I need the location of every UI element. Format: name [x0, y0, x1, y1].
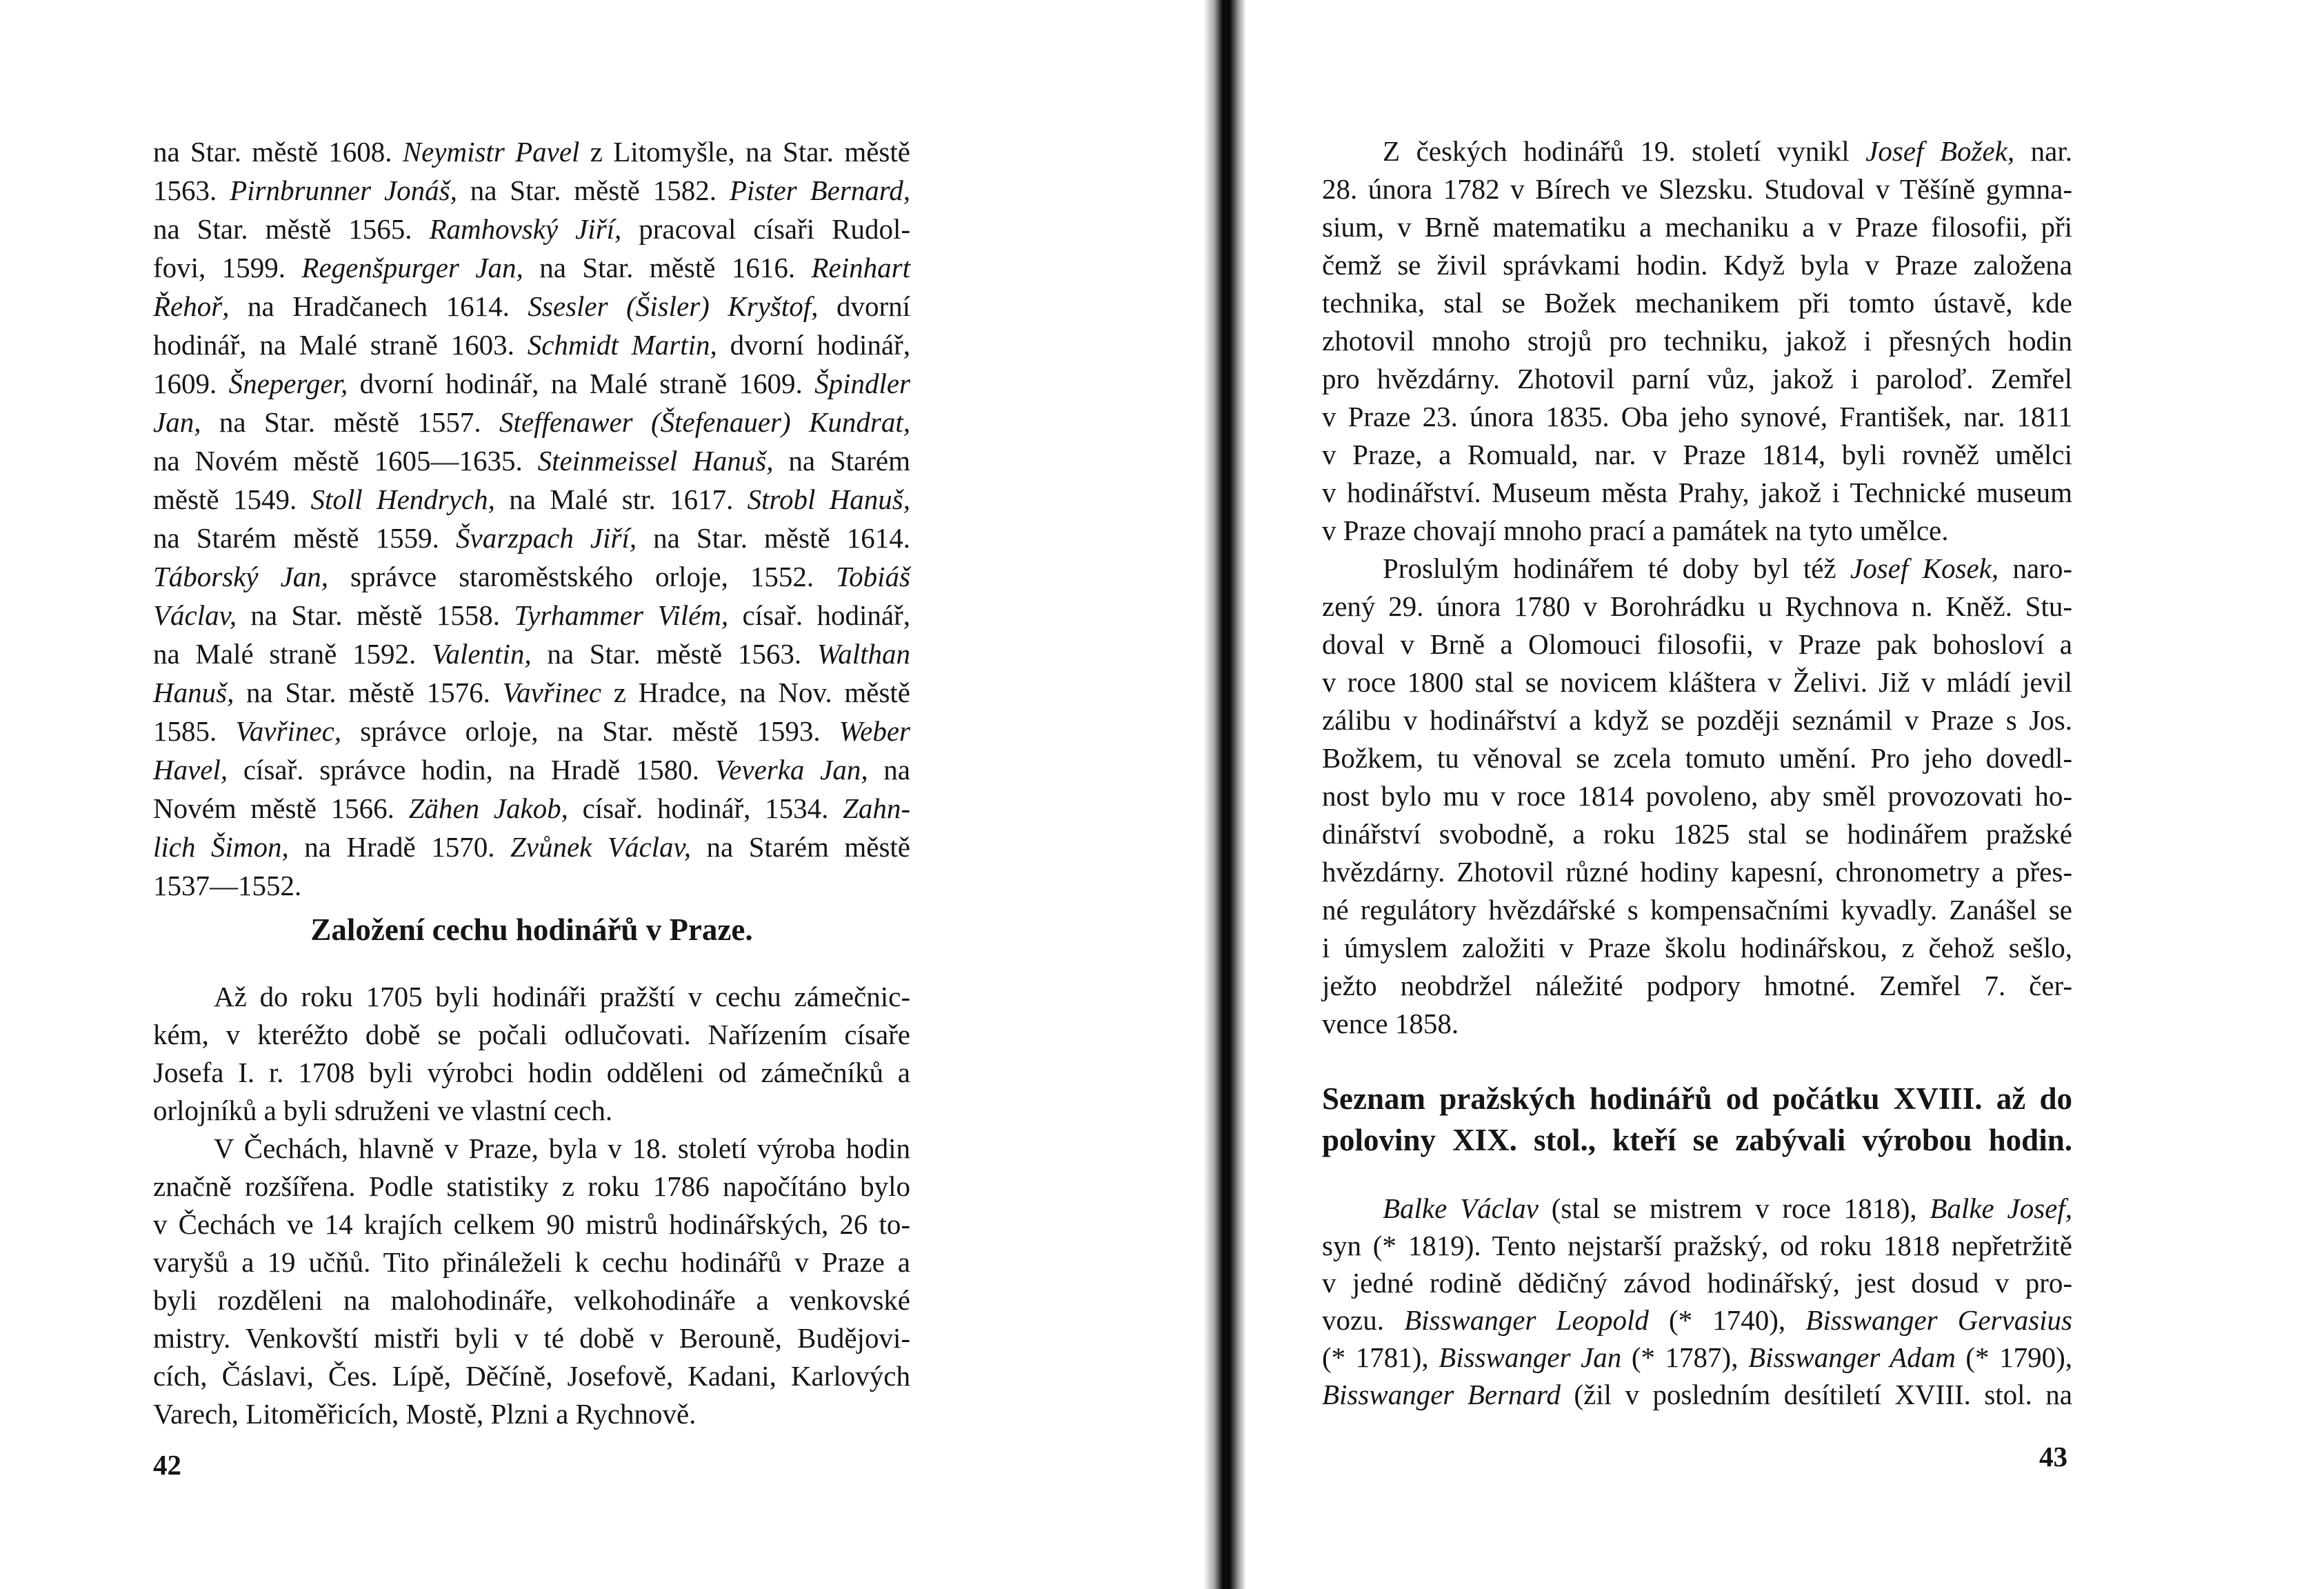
text-run: z Hradce, na Nov. městě: [601, 677, 910, 708]
name-italic: Bisswanger Jan: [1439, 1341, 1622, 1373]
text-run: v jedné rodině dědičný závod hodinářský, jest dosud v pro-: [1322, 1267, 2072, 1299]
right-top-line: [1322, 474, 2072, 512]
text-run: dinářství svobodně, a roku 1825 stal se hodinářem pražské: [1322, 818, 2072, 850]
left-top-line: [153, 248, 910, 287]
page-number-left: 42: [153, 1449, 181, 1481]
right-top-line: [1322, 512, 2072, 550]
left-section-heading: Založení cechu hodinářů v Praze.: [310, 912, 753, 947]
text-run: na Star. městě 1614.: [637, 522, 910, 554]
right-top-line: [1322, 739, 2072, 777]
left-top-line: [153, 287, 910, 326]
right-top-line: [1322, 777, 2072, 815]
right-bottom-line: [1383, 1190, 2072, 1227]
text-run: (žil v posledním desítiletí XVIII. stol. na: [1560, 1379, 2072, 1410]
text-run: z Litomyšle, na Star. městě: [579, 136, 910, 168]
left-bottom-line: [153, 1206, 910, 1243]
right-top-line: [1322, 360, 2072, 398]
left-bottom-line: [153, 1319, 910, 1357]
left-bottom-line: [153, 1281, 910, 1319]
right-top-line: [1322, 170, 2072, 208]
name-italic: Bisswanger Adam: [1748, 1341, 1956, 1373]
text-run: vence 1858.: [1322, 1008, 1459, 1039]
right-top-line: [1322, 891, 2072, 929]
name-italic: Hanuš,: [153, 677, 234, 708]
text-run: Proslulým hodinářem té doby byl též: [1383, 552, 1851, 584]
left-top-line: [153, 750, 910, 789]
left-top-line: [153, 171, 910, 210]
text-run: zený 29. února 1780 v Borohrádku u Rychnova n. Kněž. Stu-: [1322, 590, 2072, 622]
text-run: cích, Čáslavi, Čes. Lípě, Děčíně, Josefově, Kadani, Karlových: [153, 1360, 910, 1392]
left-bottom-line: [214, 978, 910, 1016]
name-italic: Táborský Jan,: [153, 561, 329, 592]
right-top-line: [1322, 815, 2072, 853]
name-italic: Bisswanger Bernard: [1322, 1379, 1561, 1410]
left-bottom-line: [153, 1357, 910, 1395]
name-italic: Jan,: [153, 406, 201, 438]
name-italic: Ssesler (Šisler) Kryštof,: [528, 290, 819, 322]
page-number-right: 43: [2039, 1441, 2067, 1472]
text-run: mistry. Venkovští mistři byli v té době v Berouně, Budějovi-: [153, 1322, 910, 1354]
text-run: naro-: [1999, 552, 2072, 584]
right-top-line: [1322, 246, 2072, 284]
text-run: 28. února 1782 v Bírech ve Slezsku. Studoval v Těšíně gymna-: [1322, 173, 2072, 205]
name-italic: Vavřinec: [502, 677, 602, 708]
name-italic: Pirnbrunner Jonáš,: [230, 174, 457, 206]
name-italic: Havel,: [153, 754, 228, 786]
text-run: (* 1790),: [1955, 1341, 2073, 1373]
right-top-line: [1322, 398, 2072, 436]
name-italic: lich Šimon,: [153, 831, 289, 863]
text-run: V Čechách, hlavně v Praze, byla v 18. století výroba hodin: [214, 1132, 910, 1164]
text-run: v Čechách ve 14 krajích celkem 90 mistrů hodinářských, 26 to-: [153, 1208, 910, 1240]
text-run: orlojníků a byli sdruženi ve vlastní cech.: [153, 1095, 613, 1126]
text-run: v roce 1800 stal se novicem kláštera v Želivi. Již v mládí jevil: [1322, 666, 2072, 698]
right-top-line: [1322, 626, 2072, 663]
left-top-line: [153, 789, 910, 828]
right-bottom-line: [1322, 1339, 2072, 1376]
text-run: dvorní hodinář,: [717, 329, 910, 361]
name-italic: Řehoř,: [153, 290, 230, 322]
text-run: doval v Brně a Olomouci filosofii, v Praze pak bohosloví a: [1322, 628, 2072, 660]
name-italic: Regenšpurger Jan,: [301, 252, 523, 283]
name-italic: Vavřinec,: [235, 715, 342, 747]
text-run: Varech, Litoměřicích, Mostě, Plzni a Rychnově.: [153, 1398, 697, 1430]
left-top-line: [153, 596, 910, 634]
name-italic: Steffenawer (Štefenauer) Kundrat,: [499, 406, 910, 438]
text-run: na Star. městě 1616.: [523, 252, 812, 283]
name-italic: Tobiáš: [836, 561, 910, 592]
text-run: na Star. městě 1565.: [153, 213, 430, 245]
right-top-line: [1322, 853, 2072, 891]
right-top-line: [1322, 663, 2072, 701]
text-run: (* 1781),: [1322, 1341, 1439, 1373]
name-italic: Balke Václav: [1383, 1192, 1539, 1224]
left-top-line: [153, 828, 910, 866]
left-top-line: [153, 480, 910, 519]
left-top-line: [153, 866, 910, 905]
left-bottom-line: [153, 1243, 910, 1281]
text-run: v hodinářství. Museum města Prahy, jakož i Technické museum: [1322, 477, 2072, 508]
text-run: 1585.: [153, 715, 236, 747]
text-run: správce orloje, na Star. městě 1593.: [341, 715, 839, 747]
text-run: na Star. městě 1557.: [201, 406, 500, 438]
left-top-line: [153, 326, 910, 364]
text-run: značně rozšířena. Podle statistiky z roku 1786 napočítáno bylo: [153, 1170, 910, 1202]
name-italic: Stoll Hendrych,: [310, 483, 495, 515]
text-run: ježto neobdržel náležité podpory hmotné. Zemřel 7. čer-: [1322, 970, 2072, 1001]
left-top-line: [153, 403, 910, 441]
text-run: Až do roku 1705 byli hodináři pražští v cechu zámečnic-: [214, 981, 910, 1012]
left-top-line: [153, 132, 910, 171]
text-run: Novém městě 1566.: [153, 792, 409, 824]
right-top-line: [1322, 1005, 2072, 1043]
text-run: pro hvězdárny. Zhotovil parní vůz, jakož i paroloď. Zemřel: [1322, 363, 2072, 394]
text-run: na Star. městě 1563.: [531, 638, 817, 670]
text-run: na Malé straně 1592.: [153, 638, 432, 670]
left-top-line: [153, 673, 910, 712]
name-italic: Weber: [839, 715, 910, 747]
text-run: čemž se živil správkami hodin. Když byla v Praze založena: [1322, 249, 2072, 281]
text-run: 1537—1552.: [153, 870, 302, 901]
text-run: dvorní: [818, 290, 910, 322]
name-italic: Schmidt Martin,: [527, 329, 717, 361]
name-italic: Strobl Hanuš,: [747, 483, 910, 515]
right-top-line: [1322, 588, 2072, 626]
text-run: na Starém: [773, 445, 910, 477]
right-top-line: [1322, 436, 2072, 474]
text-run: na Hradě 1570.: [288, 831, 510, 863]
name-italic: Špindler: [814, 368, 910, 399]
text-run: na Malé str. 1617.: [494, 483, 748, 515]
text-run: technika, stal se Božek mechanikem při tomto ústavě, kde: [1322, 287, 2072, 319]
name-italic: Zähen Jakob,: [408, 792, 568, 824]
left-top-line: [153, 364, 910, 403]
text-run: i úmyslem založiti v Praze školu hodinářskou, z čehož sešlo,: [1322, 932, 2072, 963]
name-italic: Reinhart: [811, 252, 910, 283]
text-run: 1563.: [153, 174, 230, 206]
left-bottom-line: [153, 1054, 910, 1092]
text-run: fovi, 1599.: [153, 252, 302, 283]
text-run: císař. správce hodin, na Hradě 1580.: [228, 754, 715, 786]
left-top-line: [153, 519, 910, 557]
right-top-line: [1322, 701, 2072, 739]
name-italic: Švarzpach Jiří,: [456, 522, 637, 554]
text-run: na: [868, 754, 910, 786]
right-heading-line: poloviny XIX. stol., kteří se zabývali výrobou hodin.: [1322, 1123, 2072, 1157]
text-run: zálibu v hodinářství a když se později seznámil v Praze s Jos.: [1322, 704, 2072, 736]
text-run: na Star. městě 1582.: [457, 174, 730, 206]
left-top-line: [153, 441, 910, 480]
text-run: dvorní hodinář, na Malé straně 1609.: [348, 368, 815, 399]
text-run: pracoval císaři Rudol-: [621, 213, 910, 245]
text-run: (* 1740),: [1648, 1304, 1806, 1336]
text-run: v Praze, a Romuald, nar. v Praze 1814, byli rovněž umělci: [1322, 439, 2072, 470]
left-top-line: [153, 634, 910, 673]
right-top-line: [1322, 208, 2072, 246]
text-run: zhotovil mnoho strojů pro techniku, jakož i přesných hodin: [1322, 325, 2072, 357]
text-run: na Star. městě 1576.: [234, 677, 503, 708]
left-bottom-line: [153, 1168, 910, 1206]
text-run: císař. hodinář,: [728, 599, 910, 631]
text-run: nar.: [2014, 135, 2073, 167]
text-run: Z českých hodinářů 19. století vynikl: [1383, 135, 1866, 167]
right-heading-line: Seznam pražských hodinářů od počátku XVIII. až do: [1322, 1081, 2072, 1116]
text-run: městě 1549.: [153, 483, 311, 515]
left-bottom-line: [153, 1016, 910, 1054]
text-run: 1609.: [153, 368, 229, 399]
name-italic: Josef Kosek,: [1850, 552, 1999, 584]
name-italic: Ramhovský Jiří,: [429, 213, 622, 245]
text-run: (stal se mistrem v roce 1818),: [1538, 1192, 1930, 1224]
text-run: kém, v kteréžto době se počali odlučovati. Nařízením císaře: [153, 1019, 910, 1050]
name-italic: Valentin,: [431, 638, 532, 670]
right-top-line: [1322, 967, 2072, 1005]
right-page: [1246, 0, 2324, 1589]
text-run: sium, v Brně matematiku a mechaniku a v Praze filosofii, při: [1322, 211, 2072, 243]
text-run: (* 1787),: [1621, 1341, 1749, 1373]
name-italic: Zahn-: [843, 792, 910, 824]
text-run: byli rozděleni na malohodináře, velkohodináře a venkovské: [153, 1284, 910, 1316]
right-top-line: [1322, 284, 2072, 322]
name-italic: Bisswanger Gervasius: [1805, 1304, 2072, 1336]
text-run: Božkem, tu věnoval se zcela tomuto umění. Pro jeho dovedl-: [1322, 742, 2072, 774]
text-run: císař. hodinář, 1534.: [568, 792, 843, 824]
text-run: hvězdárny. Zhotovil různé hodiny kapesní, chronometry a přes-: [1322, 856, 2072, 888]
name-italic: Neymistr Pavel: [402, 136, 580, 168]
right-bottom-line: [1322, 1301, 2072, 1339]
text-run: na Starém městě 1559.: [153, 522, 457, 554]
text-run: syn (* 1819). Tento nejstarší pražský, od roku 1818 nepřetržitě: [1322, 1230, 2072, 1261]
text-run: na Starém městě: [690, 831, 911, 863]
text-run: na Star. městě 1608.: [153, 136, 403, 168]
name-italic: Steinmeissel Hanuš,: [537, 445, 774, 477]
left-bottom-line: [153, 1092, 910, 1130]
left-top-line: [153, 557, 910, 596]
right-bottom-line: [1322, 1376, 2072, 1413]
text-run: né regulátory hvězdářské s kompensačními kyvadly. Zanášel se: [1322, 894, 2072, 926]
right-top-line: [1383, 550, 2072, 588]
text-run: hodinář, na Malé straně 1603.: [153, 329, 528, 361]
right-top-line: [1322, 929, 2072, 967]
book-gutter-shadow: [1203, 0, 1246, 1589]
text-run: nost bylo mu v roce 1814 povoleno, aby směl provozovati ho-: [1322, 780, 2072, 812]
name-italic: Walthan: [817, 638, 910, 670]
name-italic: Balke Josef,: [1930, 1192, 2072, 1224]
text-run: vozu.: [1322, 1304, 1405, 1336]
text-run: varyšů a 19 učňů. Tito přináleželi k cechu hodinářů v Praze a: [153, 1246, 910, 1278]
name-italic: Václav,: [153, 599, 237, 631]
text-run: na Hradčanech 1614.: [229, 290, 528, 322]
name-italic: Pister Bernard,: [729, 174, 910, 206]
name-italic: Tyrhammer Vilém,: [514, 599, 729, 631]
left-bottom-line: [214, 1130, 910, 1168]
left-bottom-line: [153, 1395, 910, 1433]
right-bottom-line: [1322, 1264, 2072, 1301]
text-run: na Star. městě 1558.: [237, 599, 514, 631]
right-top-line: [1322, 322, 2072, 360]
right-bottom-line: [1322, 1227, 2072, 1264]
name-italic: Bisswanger Leopold: [1404, 1304, 1649, 1336]
text-run: v Praze chovají mnoho prací a památek na tyto umělce.: [1322, 514, 1949, 546]
text-run: v Praze 23. února 1835. Oba jeho synové, František, nar. 1811: [1322, 401, 2072, 432]
left-top-line: [153, 210, 910, 248]
name-italic: Zvůnek Václav,: [510, 831, 691, 863]
name-italic: Veverka Jan,: [714, 754, 868, 786]
text-run: Josefa I. r. 1708 byli výrobci hodin odděleni od zámečníků a: [153, 1057, 910, 1088]
right-top-line: [1383, 132, 2072, 170]
name-italic: Josef Božek,: [1865, 135, 2015, 167]
text-run: na Novém městě 1605—1635.: [153, 445, 538, 477]
left-top-line: [153, 712, 910, 750]
text-run: správce staroměstského orloje, 1552.: [328, 561, 837, 592]
name-italic: Šneperger,: [228, 368, 348, 399]
